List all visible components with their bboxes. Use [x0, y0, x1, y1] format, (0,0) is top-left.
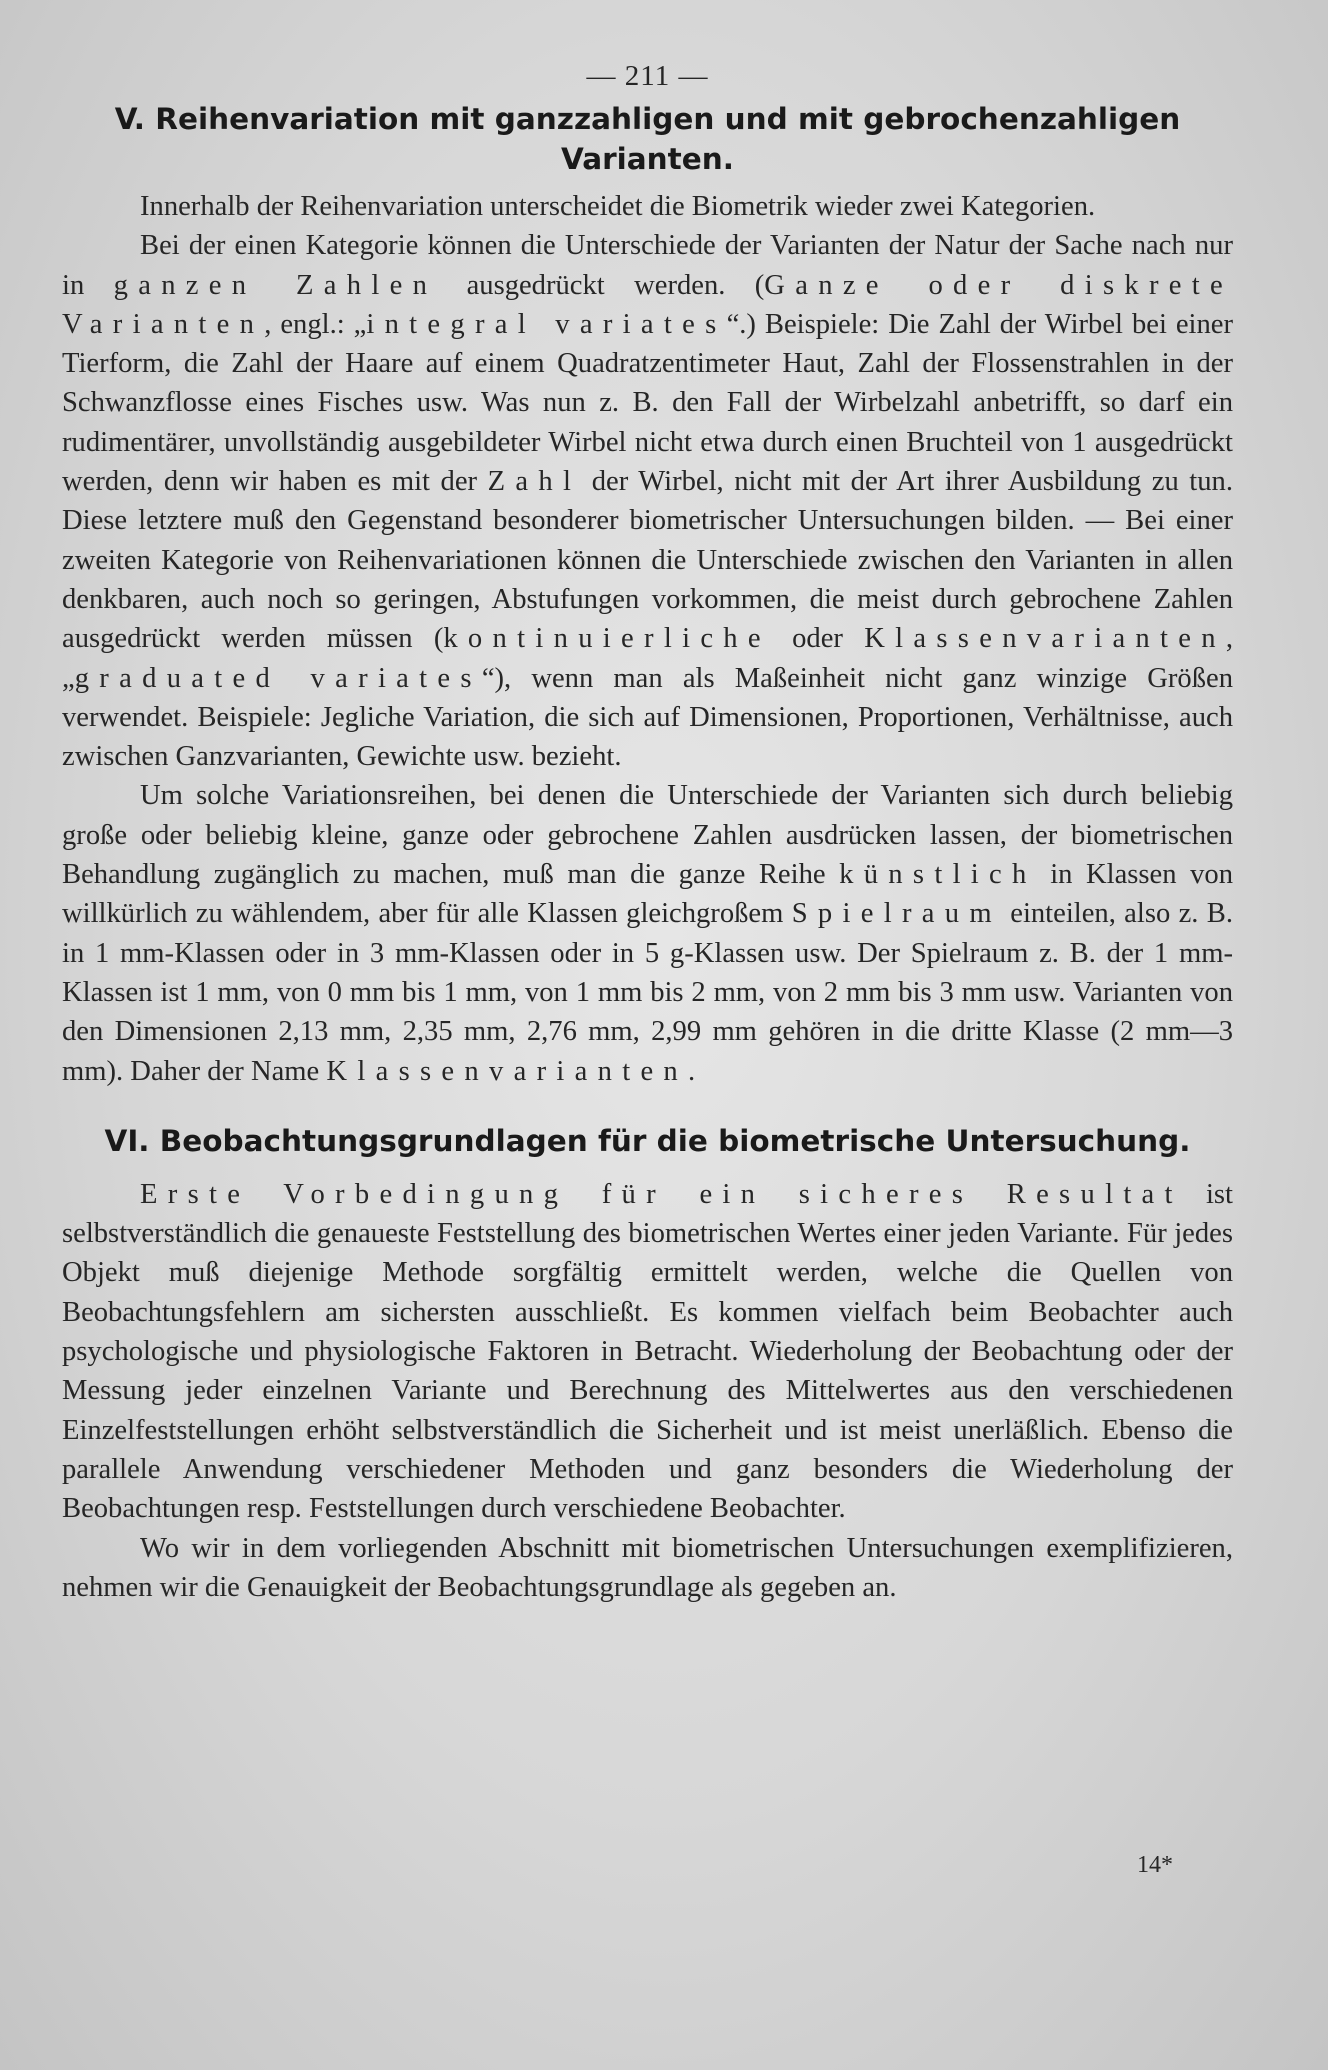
text-run: in Klassen von willkürlich zu wählendem, aber für alle Klassen gleichgroßem [62, 859, 1233, 930]
section-heading-vi: VI. Beobachtungsgrundlagen für die biometrische Untersuchung. [104, 1123, 1191, 1158]
text-run: , „ [62, 623, 1233, 694]
text-run: einteilen, also z. B. in 1 mm-Klassen oder in 3 mm-Klassen oder in 5 g-Klassen usw. Der Spielraum z. B. der 1 mm-Klassen ist 1 mm, von 0 mm bis 1 mm, von 1 mm bis 2 mm, von 2 mm bis 3 mm usw. Varianten von den Dimensionen 2,13 mm, 2,35 mm, 2,76 mm, 2,99 mm gehören in die dritte Klasse (2 mm—3 mm). Daher der Name [62, 898, 1233, 1087]
text-run: Um solche Variationsreihen, bei denen die Unterschiede der Varianten sich durch beliebig große oder beliebig kleine, ganze oder gebrochene Zahlen ausdrücken lassen, der biometrischen Behandlung zugänglich zu machen, muß man die ganze Reihe [62, 780, 1233, 891]
paragraph-v-3 [62, 776, 1233, 1090]
text-run: ist selbstverständlich die genaueste Feststellung des biometrischen Wertes einer jeden Variante. Für jedes Objekt muß diejenige Methode sorgfältig ermittelt werden, welche die Quellen von Beobachtungsfehlern am sichersten ausschließt. Es kommen vielfach beim Beobachter auch psychologische und physiologische Faktoren in Betracht. Wiederholung der Beobachtung oder der Messung jeder einzelnen Variante und Berechnung des Mittelwertes aus den verschiedenen Einzelfeststellungen erhöht selbstverständlich die Sicherheit und ist meist unerläßlich. Ebenso die parallele Anwendung verschiedener Methoden und ganz besonders die Wiederholung der Beobachtungen resp. Feststellungen durch verschiedene Beobachter. [62, 1178, 1233, 1525]
text-run: “), wenn man als Maßeinheit nicht ganz winzige Größen verwendet. Beispiele: Jegliche Variation, die sich auf Dimensionen, Proportionen, Verhältnisse, auch zwischen Ganzvarianten, Gewichte usw. bezieht. [62, 662, 1233, 773]
paragraph-vi-2: Wo wir in dem vorliegenden Abschnitt mit biometrischen Untersuchungen exemplifizieren, nehmen wir die Genauigkeit der Beobachtungsgrundlage als gegeben an. [62, 1532, 1233, 1603]
text-run: . [688, 1055, 696, 1087]
text-run: Bei der einen Kategorie können die Unterschiede der Varianten der Natur der Sache nach nur in [62, 230, 1233, 301]
section-heading-v-line2: Varianten. [560, 142, 734, 176]
spaced-term: künstlich [839, 859, 1037, 891]
section-heading-v [62, 99, 1233, 179]
text-run: oder [770, 623, 865, 655]
spaced-term: Erste Vorbedingung für ein sicheres Resultat [140, 1178, 1183, 1210]
text-run: “.) Beispiele: Die Zahl der Wirbel bei einer Tierform, die Zahl der Haare auf einem Quadratzentimeter Haut, Zahl der Flossenstrahlen in der Schwanzflosse eines Fisches usw. Was nun z. B. den Fall der Wirbelzahl anbetrifft, so darf ein rudimentärer, unvollständig ausgebildeter Wirbel nicht etwa durch einen Bruchteil von 1 ausgedrückt werden, denn wir haben es mit der [62, 308, 1233, 498]
paragraph-vi-1 [62, 1175, 1233, 1529]
paragraph-v-2 [62, 226, 1233, 776]
paragraph-v-1: Innerhalb der Reihenvariation unterscheidet die Biometrik wieder zwei Kategorien. [140, 191, 1096, 222]
spaced-term: Zahl [487, 466, 582, 498]
text-run: der Wirbel, nicht mit der Art ihrer Ausbildung zu tun. Diese letztere muß den Gegenstand besonderer biometrischer Untersuchungen bilden. — Bei einer zweiten Kategorie von Reihenvariationen können die Unterschiede zwischen den Varianten in allen denkbaren, auch noch so geringen, Abstufungen vorkommen, die meist durch gebrochene Zahlen ausgedrückt werden müssen ( [62, 466, 1233, 655]
spaced-term: Klassenvarianten [326, 1055, 689, 1087]
signature-mark: 14* [1137, 1852, 1173, 1878]
spaced-term: integral variates [366, 308, 727, 340]
spaced-term: Klassenvarianten [864, 623, 1226, 655]
section-heading-v-line1: V. Reihenvariation mit ganzzahligen und mit gebrochenzahligen [114, 102, 1181, 136]
spaced-term: graduated variates [74, 662, 482, 694]
spaced-term: kontinuierliche [443, 623, 771, 655]
page-number: — 211 — [586, 60, 709, 92]
spaced-term: ganzen Zahlen [113, 269, 438, 301]
spaced-term: Spielraum [791, 898, 1002, 930]
text-run: , engl.: „ [264, 308, 367, 340]
spaced-term: Ganze oder diskrete Varianten [62, 269, 1234, 340]
text-run: ausgedrückt werden. ( [437, 269, 765, 301]
